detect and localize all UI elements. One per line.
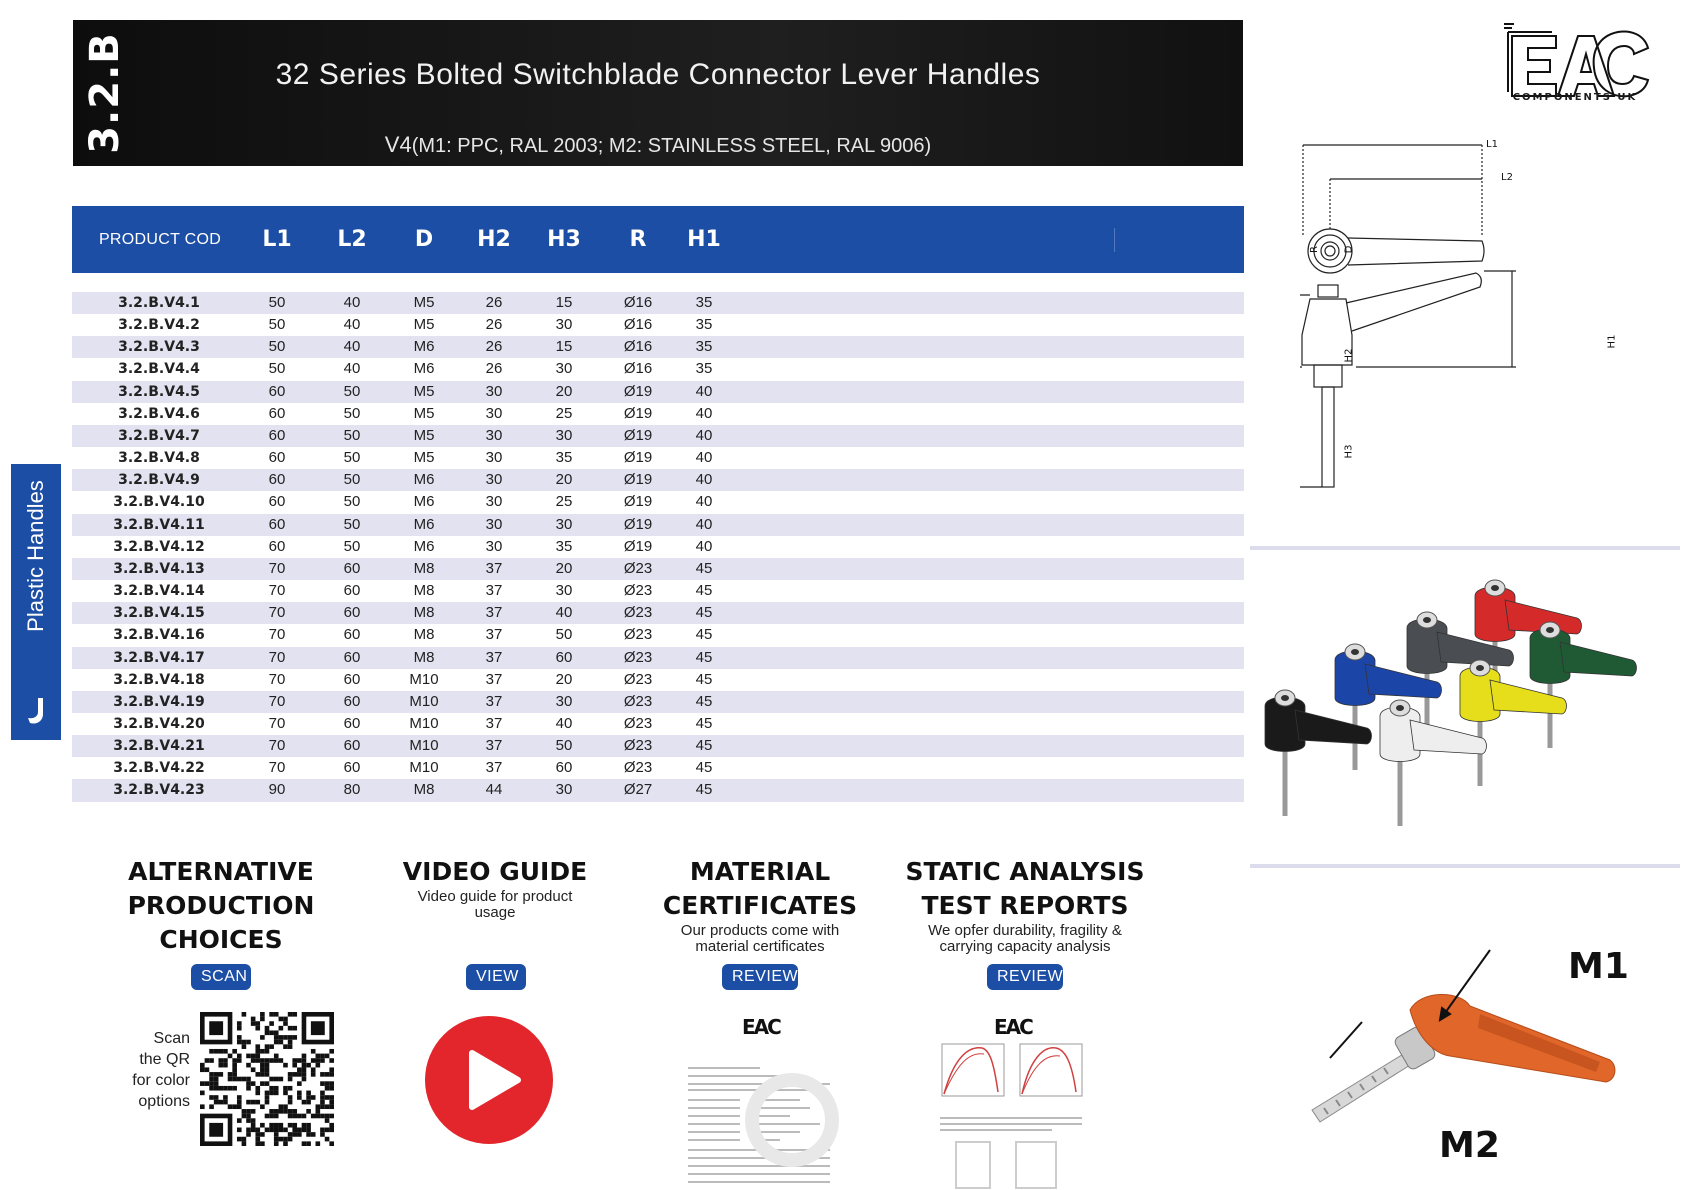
- product-code-cell: 3.2.B.V4.6: [118, 405, 200, 422]
- table-cell: 35: [555, 537, 573, 555]
- table-cell: Ø19: [623, 471, 653, 489]
- table-cell: 60: [343, 737, 361, 755]
- colored-handles-image: [1255, 570, 1675, 850]
- review-reports-button[interactable]: REVIEW: [987, 964, 1063, 990]
- table-cell: 70: [268, 670, 286, 688]
- table-cell: 35: [695, 360, 713, 378]
- table-cell: 30: [485, 515, 503, 533]
- table-cell: 30: [485, 537, 503, 555]
- test-report-preview: [932, 1008, 1102, 1190]
- col-d: D: [414, 227, 434, 252]
- table-cell: Ø16: [623, 360, 653, 378]
- certificate-document-preview: [680, 1008, 850, 1190]
- table-cell: 50: [343, 493, 361, 511]
- table-cell: Ø23: [623, 714, 653, 732]
- table-cell: 60: [343, 692, 361, 710]
- table-cell: Ø19: [623, 404, 653, 422]
- table-cell: Ø19: [623, 537, 653, 555]
- table-row: [72, 403, 1244, 425]
- product-code-cell: 3.2.B.V4.16: [113, 627, 205, 644]
- table-cell: M5: [413, 404, 435, 422]
- table-cell: 50: [343, 515, 361, 533]
- table-header: [72, 206, 1244, 273]
- table-cell: 40: [343, 316, 361, 334]
- table-row: [72, 514, 1244, 536]
- product-code-cell: 3.2.B.V4.11: [113, 516, 205, 533]
- table-cell: M8: [413, 781, 435, 799]
- product-code-cell: 3.2.B.V4.17: [113, 649, 205, 666]
- table-row: [72, 447, 1244, 469]
- product-code-cell: 3.2.B.V4.10: [113, 494, 205, 511]
- table-cell: 40: [343, 360, 361, 378]
- table-cell: 37: [485, 670, 503, 688]
- table-cell: 26: [485, 294, 503, 311]
- table-cell: 40: [695, 382, 713, 400]
- play-icon[interactable]: [424, 1015, 554, 1145]
- feature-description: Video guide for product: [417, 888, 573, 905]
- dim-label-d: D: [1343, 245, 1355, 254]
- product-code-cell: 3.2.B.V4.4: [118, 361, 200, 378]
- table-row: [72, 358, 1244, 380]
- feature-description: usage: [474, 904, 516, 921]
- table-cell: 40: [695, 537, 713, 555]
- table-cell: 40: [555, 714, 573, 732]
- table-row: [72, 558, 1244, 580]
- table-cell: Ø23: [623, 759, 653, 777]
- table-cell: 20: [555, 670, 573, 688]
- table-cell: 60: [343, 714, 361, 732]
- table-cell: 45: [695, 604, 713, 622]
- material-label-m1: M1: [1568, 946, 1629, 987]
- table-cell: 37: [485, 582, 503, 600]
- table-cell: M10: [409, 737, 439, 755]
- table-cell: 60: [343, 604, 361, 622]
- table-row: [72, 469, 1244, 491]
- table-cell: 40: [695, 449, 713, 467]
- handle-icon: [24, 696, 48, 726]
- table-row: [72, 536, 1244, 558]
- table-cell: 60: [268, 471, 286, 489]
- table-cell: 70: [268, 604, 286, 622]
- table-cell: 30: [485, 404, 503, 422]
- section-code: 3.2.B: [82, 32, 128, 154]
- panel-divider: [1250, 546, 1680, 550]
- table-cell: 25: [555, 493, 573, 511]
- feature-description: material certificates: [695, 938, 825, 955]
- table-cell: 45: [695, 559, 713, 577]
- col-h2: H2: [477, 227, 511, 252]
- feature-description: carrying capacity analysis: [939, 938, 1111, 955]
- table-cell: 37: [485, 604, 503, 622]
- table-row: [72, 669, 1244, 691]
- table-cell: M8: [413, 648, 435, 666]
- product-code-cell: 3.2.B.V4.7: [118, 427, 200, 444]
- table-cell: Ø23: [623, 737, 653, 755]
- table-cell: 45: [695, 648, 713, 666]
- table-cell: 30: [485, 426, 503, 444]
- table-cell: M8: [413, 604, 435, 622]
- table-cell: 70: [268, 759, 286, 777]
- feature-title: CERTIFICATES: [662, 891, 858, 920]
- material-label-m2: M2: [1439, 1125, 1500, 1166]
- table-row: [72, 425, 1244, 447]
- dim-label-r: R: [1308, 246, 1320, 253]
- table-cell: 60: [343, 626, 361, 644]
- table-cell: 37: [485, 714, 503, 732]
- table-cell: 60: [268, 382, 286, 400]
- table-cell: 37: [485, 759, 503, 777]
- header-banner: [73, 20, 1243, 166]
- table-cell: 60: [268, 493, 286, 511]
- table-cell: M6: [413, 338, 435, 356]
- table-cell: Ø23: [623, 559, 653, 577]
- table-cell: 45: [695, 670, 713, 688]
- feature-title: PRODUCTION: [127, 891, 315, 920]
- feature-title: TEST REPORTS: [921, 891, 1129, 920]
- table-cell: 60: [343, 759, 361, 777]
- product-code-cell: 3.2.B.V4.15: [113, 605, 205, 622]
- table-cell: 50: [268, 294, 286, 311]
- table-cell: Ø19: [623, 493, 653, 511]
- table-cell: M6: [413, 471, 435, 489]
- table-cell: 20: [555, 382, 573, 400]
- table-cell: 40: [343, 338, 361, 356]
- product-code-cell: 3.2.B.V4.9: [118, 472, 200, 489]
- table-cell: 30: [485, 471, 503, 489]
- table-cell: 30: [485, 493, 503, 511]
- table-cell: M5: [413, 294, 435, 311]
- table-cell: 45: [695, 781, 713, 799]
- table-cell: 20: [555, 559, 573, 577]
- table-cell: 90: [268, 781, 286, 799]
- table-cell: 60: [343, 582, 361, 600]
- table-cell: 35: [695, 294, 713, 311]
- product-code-cell: 3.2.B.V4.3: [118, 339, 200, 356]
- table-row: [72, 647, 1244, 669]
- table-cell: 60: [268, 404, 286, 422]
- table-cell: 45: [695, 582, 713, 600]
- table-cell: Ø19: [623, 515, 653, 533]
- qr-code[interactable]: [200, 1012, 334, 1146]
- table-cell: Ø16: [623, 338, 653, 356]
- table-cell: M5: [413, 449, 435, 467]
- table-cell: 60: [268, 449, 286, 467]
- table-cell: 30: [555, 692, 573, 710]
- table-cell: 45: [695, 759, 713, 777]
- table-cell: 15: [555, 338, 573, 356]
- feature-material: [650, 855, 870, 955]
- table-cell: M10: [409, 692, 439, 710]
- col-l2: L2: [337, 227, 367, 252]
- logo-tagline: COMPONENTS UK: [1512, 92, 1638, 103]
- table-cell: 37: [485, 559, 503, 577]
- table-cell: 45: [695, 626, 713, 644]
- table-row: [72, 491, 1244, 513]
- table-cell: 70: [268, 648, 286, 666]
- table-row: [72, 691, 1244, 713]
- table-cell: Ø19: [623, 426, 653, 444]
- table-cell: 45: [695, 714, 713, 732]
- feature-title: ALTERNATIVE: [128, 857, 314, 886]
- table-cell: Ø23: [623, 626, 653, 644]
- table-cell: M5: [413, 426, 435, 444]
- table-cell: 70: [268, 559, 286, 577]
- table-cell: M6: [413, 515, 435, 533]
- table-cell: 40: [695, 426, 713, 444]
- col-h3: H3: [547, 227, 581, 252]
- table-cell: 26: [485, 338, 503, 356]
- table-row: [72, 624, 1244, 646]
- feature-description: We opfer durability, fragility &: [928, 922, 1122, 939]
- table-cell: 20: [555, 471, 573, 489]
- dim-label-l1: L1: [1486, 139, 1498, 150]
- table-cell: 50: [343, 449, 361, 467]
- col-h1: H1: [687, 227, 721, 252]
- table-cell: 37: [485, 626, 503, 644]
- table-row: [72, 713, 1244, 735]
- feature-alternative: [121, 855, 321, 957]
- table-cell: 80: [343, 781, 361, 799]
- table-cell: 70: [268, 626, 286, 644]
- table-cell: Ø19: [623, 382, 653, 400]
- product-code-cell: 3.2.B.V4.14: [113, 583, 205, 600]
- table-cell: 30: [555, 582, 573, 600]
- feature-title: VIDEO GUIDE: [402, 857, 588, 886]
- product-code-cell: 3.2.B.V4.2: [118, 317, 200, 334]
- table-cell: Ø27: [623, 781, 653, 799]
- table-cell: Ø19: [623, 449, 653, 467]
- product-code-cell: 3.2.B.V4.22: [113, 760, 205, 777]
- col-product-code: PRODUCT COD: [98, 231, 222, 248]
- table-cell: 60: [343, 648, 361, 666]
- table-body: [72, 292, 1244, 802]
- header-divider: [1114, 228, 1115, 252]
- table-cell: 50: [343, 382, 361, 400]
- table-cell: M8: [413, 626, 435, 644]
- table-cell: 50: [343, 471, 361, 489]
- table-cell: 37: [485, 737, 503, 755]
- table-cell: M6: [413, 360, 435, 378]
- table-cell: 50: [343, 426, 361, 444]
- table-cell: 70: [268, 582, 286, 600]
- table-cell: 40: [555, 604, 573, 622]
- page-subtitle: V4(M1: PPC, RAL 2003; M2: STAINLESS STEEL, RAL 9006): [384, 132, 932, 157]
- table-cell: 60: [268, 426, 286, 444]
- scan-button[interactable]: SCAN: [191, 964, 251, 990]
- table-cell: M10: [409, 670, 439, 688]
- dim-label-h3: H3: [1343, 444, 1355, 459]
- table-cell: 30: [485, 382, 503, 400]
- table-cell: 50: [343, 537, 361, 555]
- table-cell: 40: [695, 471, 713, 489]
- table-cell: 70: [268, 737, 286, 755]
- table-cell: 26: [485, 360, 503, 378]
- table-cell: Ø16: [623, 294, 653, 311]
- category-side-tab[interactable]: [11, 464, 61, 740]
- table-cell: M6: [413, 537, 435, 555]
- table-cell: 25: [555, 404, 573, 422]
- table-cell: 30: [555, 316, 573, 334]
- review-certificates-button[interactable]: REVIEW: [722, 964, 798, 990]
- table-cell: M10: [409, 714, 439, 732]
- table-cell: M8: [413, 582, 435, 600]
- feature-description: Our products come with: [680, 922, 840, 939]
- table-cell: 37: [485, 648, 503, 666]
- view-button[interactable]: VIEW: [466, 964, 526, 990]
- table-row: [72, 336, 1244, 358]
- feature-title: MATERIAL: [689, 857, 831, 886]
- dim-label-h2: H2: [1343, 348, 1355, 363]
- table-cell: 50: [268, 360, 286, 378]
- svg-text:EAC: EAC: [742, 1015, 780, 1039]
- col-r: R: [629, 227, 647, 252]
- table-cell: 45: [695, 692, 713, 710]
- product-code-cell: 3.2.B.V4.8: [118, 450, 200, 467]
- table-cell: 35: [695, 316, 713, 334]
- product-code-cell: 3.2.B.V4.19: [113, 693, 205, 710]
- table-cell: 26: [485, 316, 503, 334]
- category-label: Plastic Handles: [23, 480, 48, 632]
- table-cell: 40: [695, 404, 713, 422]
- product-code-cell: 3.2.B.V4.21: [113, 738, 205, 755]
- table-row: [72, 292, 1244, 314]
- table-cell: 40: [695, 493, 713, 511]
- table-cell: M10: [409, 759, 439, 777]
- table-cell: 45: [695, 737, 713, 755]
- table-cell: 35: [695, 338, 713, 356]
- product-code-cell: 3.2.B.V4.1: [118, 295, 200, 311]
- scan-instructions: Scan the QR for color options: [132, 1030, 190, 1110]
- product-code-cell: 3.2.B.V4.18: [113, 671, 205, 688]
- table-row: [72, 602, 1244, 624]
- table-cell: Ø16: [623, 316, 653, 334]
- panel-divider: [1250, 864, 1680, 868]
- product-code-cell: 3.2.B.V4.23: [113, 782, 205, 799]
- product-code-cell: 3.2.B.V4.13: [113, 560, 205, 577]
- table-cell: 15: [555, 294, 573, 311]
- table-cell: 30: [555, 781, 573, 799]
- table-cell: Ø23: [623, 692, 653, 710]
- table-cell: 30: [555, 515, 573, 533]
- table-cell: 60: [555, 648, 573, 666]
- table-cell: 35: [555, 449, 573, 467]
- feature-video: [385, 855, 605, 921]
- table-cell: M5: [413, 382, 435, 400]
- handle-shape: [1530, 622, 1637, 748]
- col-l1: L1: [262, 227, 292, 252]
- table-cell: 50: [268, 338, 286, 356]
- table-cell: 60: [268, 515, 286, 533]
- svg-text:EAC: EAC: [994, 1015, 1032, 1039]
- feature-title: STATIC ANALYSIS: [905, 857, 1145, 886]
- feature-static: [905, 855, 1145, 955]
- table-cell: 37: [485, 692, 503, 710]
- table-cell: 44: [485, 781, 503, 799]
- dim-label-l2: L2: [1501, 172, 1513, 183]
- table-cell: 40: [343, 294, 361, 311]
- table-cell: 30: [555, 360, 573, 378]
- table-cell: 40: [695, 515, 713, 533]
- table-cell: Ø23: [623, 648, 653, 666]
- table-cell: 60: [268, 537, 286, 555]
- table-cell: 70: [268, 714, 286, 732]
- table-cell: M5: [413, 316, 435, 334]
- feature-title: CHOICES: [159, 925, 283, 954]
- table-row: [72, 757, 1244, 779]
- page-title: 32 Series Bolted Switchblade Connector Lever Handles: [275, 58, 1041, 91]
- table-row: [72, 779, 1244, 801]
- table-cell: 50: [555, 737, 573, 755]
- table-cell: 30: [485, 449, 503, 467]
- table-cell: 70: [268, 692, 286, 710]
- product-code-cell: 3.2.B.V4.20: [113, 715, 205, 732]
- table-cell: 50: [343, 404, 361, 422]
- product-code-cell: 3.2.B.V4.5: [118, 383, 200, 400]
- table-cell: Ø23: [623, 582, 653, 600]
- product-code-cell: 3.2.B.V4.12: [113, 538, 205, 555]
- table-cell: Ø23: [623, 670, 653, 688]
- table-cell: 30: [555, 426, 573, 444]
- table-cell: 50: [268, 316, 286, 334]
- table-cell: M6: [413, 493, 435, 511]
- table-cell: 60: [555, 759, 573, 777]
- table-row: [72, 381, 1244, 403]
- table-cell: 60: [343, 670, 361, 688]
- table-cell: 60: [343, 559, 361, 577]
- table-cell: M8: [413, 559, 435, 577]
- table-cell: 50: [555, 626, 573, 644]
- table-row: [72, 314, 1244, 336]
- table-row: [72, 580, 1244, 602]
- dim-label-h1: H1: [1606, 334, 1618, 349]
- table-row: [72, 735, 1244, 757]
- table-cell: Ø23: [623, 604, 653, 622]
